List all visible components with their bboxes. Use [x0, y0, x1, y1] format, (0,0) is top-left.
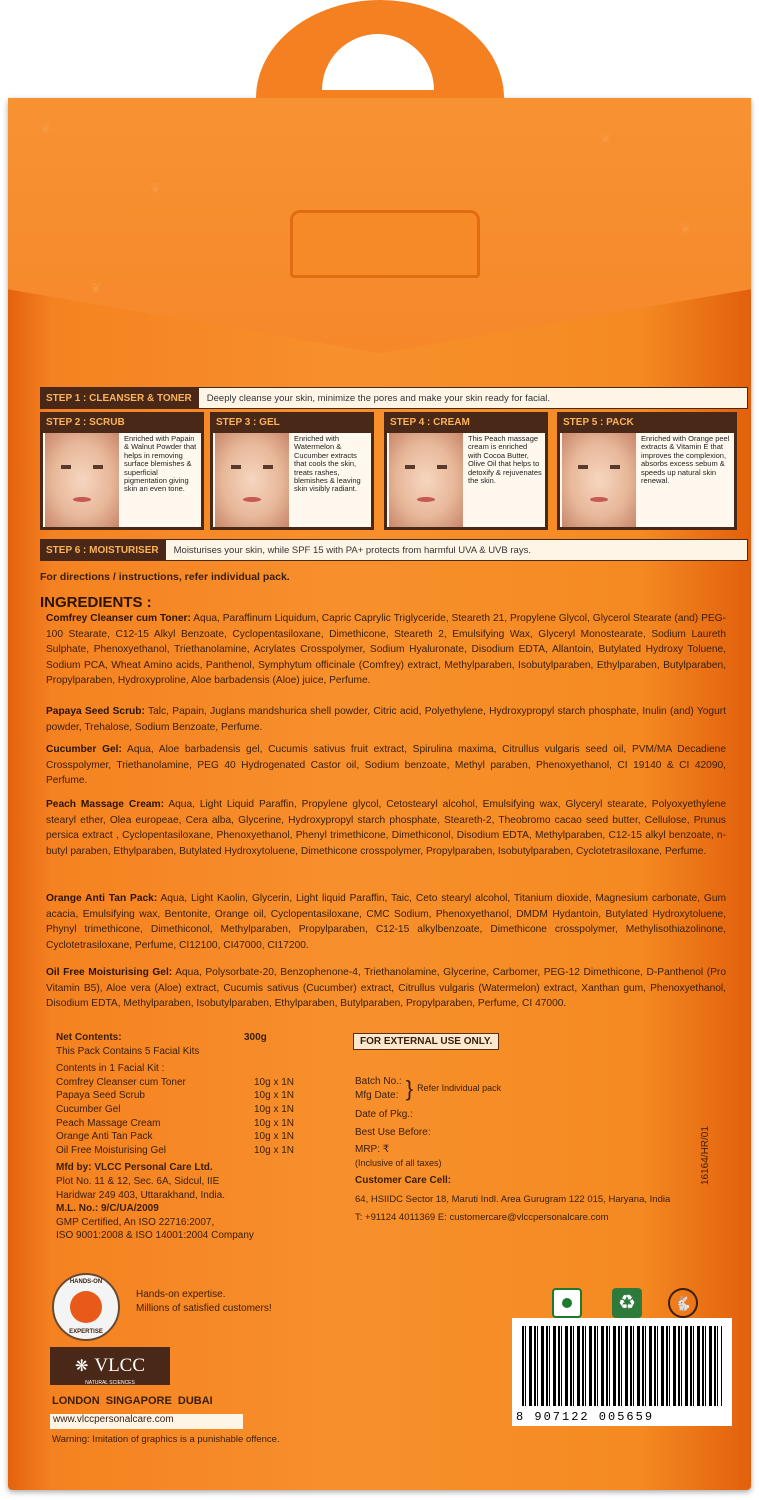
- kit-item-name: Peach Massage Cream: [56, 1117, 161, 1129]
- ingredient-paragraph: [46, 891, 726, 953]
- customer-care-address: 64, HSIIDC Sector 18, Maruti Indl. Area Gurugram 122 015, Haryana, India: [355, 1194, 671, 1206]
- best-before-label: Best Use Before:: [355, 1126, 431, 1138]
- gmp-certification: GMP Certified, An ISO 22716:2007,: [56, 1216, 215, 1228]
- asterisk-icon: [70, 1291, 102, 1323]
- step-1-row: [40, 387, 748, 409]
- refer-pack-note: Refer Individual pack: [417, 1082, 502, 1093]
- leaf-pattern-icon: ❦: [150, 180, 162, 196]
- step-1-text: Deeply cleanse your skin, minimize the pores and make your skin ready for facial.: [198, 387, 748, 409]
- batch-number-label: Batch No.:: [355, 1076, 402, 1087]
- ingredient-name: Papaya Seed Scrub:: [46, 706, 145, 717]
- ingredient-name: Comfrey Cleanser cum Toner:: [46, 613, 191, 624]
- leaf-pattern-icon: ❦: [600, 130, 612, 146]
- ingredient-name: Peach Massage Cream:: [46, 799, 164, 810]
- ingredient-paragraph: [46, 704, 726, 735]
- face-image: [215, 433, 289, 527]
- kit-item-qty: 10g x 1N: [254, 1103, 295, 1115]
- ingredient-text: Aqua, Aloe barbadensis gel, Cucumis sativus fruit extract, Spirulina maxima, Citrullus vulgaris seed oil, PVM/MA Decadiene Crosspolymer, Triethanolamine, PEG 40 Hydrogenated Castor oil, Sodium benzoate, Methyl paraben, Phenoxyethanol, CI 19140 & CI 42090, Perfume.: [46, 744, 726, 787]
- step-6-row: [40, 539, 748, 561]
- ingredient-text: Aqua, Polysorbate-20, Benzophenone-4, Triethanolamine, Glycerine, Carbomer, PEG-12 Dimethicone, D-Panthenol (Pro Vitamin B5), Aloe vera (Aloe) extract, Cucumis sativus (Cucumber) extract, Citrullus vulgaris (Watermelon) extract, Xanthan gum, Phenoxyethanol, Disodium EDTA, Methylparaben, Isobutylparaben, Ethylparaben, Butylparaben, Propylparaben, Perfume, CI 47000.: [46, 967, 726, 1010]
- license-number: M.L. No.: 9/C/UA/2009: [56, 1203, 159, 1215]
- ingredients-heading: INGREDIENTS :: [40, 594, 152, 611]
- step-4-card: [384, 412, 548, 530]
- step-2-text: Enriched with Papain & Walnut Powder that helps in removing surface blemishes & superficial pigmentation giving skin an even tone.: [124, 434, 197, 494]
- kit-item-qty: 10g x 1N: [254, 1090, 295, 1102]
- face-image: [562, 433, 636, 527]
- pack-contains: This Pack Contains 5 Facial Kits: [56, 1045, 200, 1057]
- barcode-bars: [522, 1326, 722, 1406]
- step-3-label: STEP 3 : GEL: [210, 412, 374, 432]
- barcode-number: 8 907122 005659: [516, 1410, 655, 1424]
- customer-care-contact: T: +91124 4011369 E: customercare@vlccpersonalcare.com: [355, 1211, 609, 1223]
- directions-note: For directions / instructions, refer individual pack.: [40, 571, 290, 583]
- leaf-pattern-icon: ❦: [90, 280, 102, 296]
- kit-item-name: Papaya Seed Scrub: [56, 1090, 145, 1102]
- expertise-text: [136, 1288, 272, 1315]
- brand-cities: LONDON SINGAPORE DUBAI: [52, 1395, 213, 1407]
- recycle-icon: ♻: [612, 1288, 642, 1318]
- kit-item-qty: 10g x 1N: [254, 1117, 295, 1129]
- kit-item-name: Oil Free Moisturising Gel: [56, 1144, 167, 1156]
- date-of-packing-label: Date of Pkg.:: [355, 1109, 413, 1121]
- not-tested-on-animals-icon: 🐇: [668, 1288, 698, 1318]
- bracket-icon: }: [405, 1075, 414, 1101]
- step-3-card: [210, 412, 374, 530]
- net-contents-label: Net Contents:: [56, 1032, 122, 1043]
- step-3-text: Enriched with Watermelon & Cucumber extracts that cools the skin, treats rashes, blemishes & leaving skin visibly radiant.: [294, 434, 361, 494]
- seal-text-top: HANDS-ON: [69, 1279, 103, 1285]
- mrp-label: MRP: ₹: [355, 1144, 390, 1156]
- ingredient-text: Aqua, Paraffinum Liquidum, Capric Caprylic Triglyceride, Steareth 21, Propylene Glycol, Glycerol Stearate (and) PEG-100 Stearate, C12-15 Alkyl Benzoate, Cyclopentasiloxane, Dimethicone, Steareth 2, Emulsifying Wax, Glyceryl Monostearate, Sodium Laureth Sulphate, Phenoxyethanol, Triethanolamine, Acrylates Crosspolymer, Sodium Hyaluronate, Disodium EDTA, Allantoin, Butylated Hydroxy Toluene, Sodium PCA, Wheat Amino acids, Panthenol, Symphytum officinale (Comfrey) extract, Methylparaben, Isobutylparaben, Ethylparaben, Butylparaben, Propylparaben, Hydroxyproline, Aloe barbadensis (Aloe) juice, Perfume.: [46, 613, 726, 687]
- leaf-pattern-icon: ❦: [40, 120, 52, 136]
- kit-item-name: Orange Anti Tan Pack: [56, 1131, 153, 1143]
- flap-slot: [290, 210, 480, 278]
- tax-note: (Inclusive of all taxes): [355, 1157, 442, 1168]
- kit-item-qty: 10g x 1N: [254, 1076, 295, 1088]
- ingredient-text: Aqua, Light Kaolin, Glycerin, Light liquid Paraffin, Taic, Ceto stearyl alcohol, Titanium dioxide, Magnesium carbonate, Gum acacia, Emulsifying wax, Bentonite, Orange oil, Cyclopentasiloxane, CMC Sodium, Phenoxyethanol, DMDM Hydantoin, Butylated Hydroxytoluene, Phynyl trimethicone, Dimethiconol, Methylparaben, Propylparaben, C12-15 alkylbenzoate, Dimethicone crosspolymer, Methylisothiazolinone, Cyclotetrasiloxane, Perfume, CI12100, CI47000, CI17200.: [46, 893, 726, 951]
- expertise-line-1: Hands-on expertise.: [136, 1289, 226, 1300]
- imitation-warning: Warning: Imitation of graphics is a punishable offence.: [52, 1434, 280, 1445]
- ingredient-paragraph: [46, 965, 726, 1012]
- kit-item-qty: 10g x 1N: [254, 1144, 295, 1156]
- manufacturer-address-1: Plot No. 11 & 12, Sec. 6A, Sidcul, IIE: [56, 1175, 220, 1187]
- batch-block: [355, 1075, 695, 1224]
- registration-code: 16164/HR/01: [700, 1126, 711, 1185]
- net-contents-value: 300g: [244, 1032, 267, 1043]
- ingredient-paragraph: [46, 797, 726, 859]
- barcode: [512, 1318, 732, 1426]
- step-5-label: STEP 5 : PACK: [557, 412, 737, 432]
- external-use-notice: FOR EXTERNAL USE ONLY.: [353, 1033, 499, 1050]
- manufacturer-label: Mfd by: VLCC Personal Care Ltd.: [56, 1162, 213, 1174]
- ingredient-text: Talc, Papain, Juglans mandshurica shell powder, Citric acid, Polyethylene, Hydroxypropyl starch phosphate, Inulin (and) Yogurt powder, Trehalose, Sodium Benzoate, Perfume.: [46, 706, 726, 733]
- step-5-text: Enriched with Orange peel extracts & Vitamin E that improves the complexion, absorbs excess sebum & speeds up natural skin renewal.: [641, 434, 730, 486]
- brand-name: VLCC: [94, 1355, 146, 1376]
- brand-subtitle: NATURAL SCIENCES: [85, 1380, 135, 1386]
- seal-text-bottom: EXPERTISE: [69, 1329, 103, 1335]
- kit-contents-label: Contents in 1 Facial Kit :: [56, 1063, 165, 1075]
- step-2-card: [40, 412, 204, 530]
- vlcc-emblem-icon: ❋: [74, 1358, 89, 1375]
- step-5-card: [557, 412, 737, 530]
- kit-item-name: Cucumber Gel: [56, 1103, 121, 1115]
- kit-item-qty: 10g x 1N: [254, 1131, 295, 1143]
- customer-care-label: Customer Care Cell:: [355, 1174, 452, 1186]
- step-4-text: This Peach massage cream is enriched with Cocoa Butter, Olive Oil that helps to detoxify & rejuvenates the skin.: [468, 434, 542, 486]
- face-image: [389, 433, 463, 527]
- leaf-pattern-icon: ❦: [680, 220, 692, 236]
- ingredient-paragraph: [46, 742, 726, 789]
- manufacturer-address-2: Haridwar 249 403, Uttarakhand, India.: [56, 1189, 225, 1201]
- iso-certification: ISO 9001:2008 & ISO 14001:2004 Company: [56, 1230, 254, 1242]
- step-1-label: STEP 1 : CLEANSER & TONER: [40, 387, 198, 409]
- mfg-date-label: Mfg Date:: [355, 1089, 399, 1101]
- step-2-label: STEP 2 : SCRUB: [40, 412, 204, 432]
- ingredient-paragraph: [46, 611, 726, 689]
- ingredient-name: Orange Anti Tan Pack:: [46, 893, 158, 904]
- step-6-label: STEP 6 : MOISTURISER: [40, 539, 165, 561]
- step-4-label: STEP 4 : CREAM: [384, 412, 548, 432]
- website-link[interactable]: www.vlccpersonalcare.com: [50, 1414, 243, 1429]
- face-image: [45, 433, 119, 527]
- kit-item-name: Comfrey Cleanser cum Toner: [56, 1076, 186, 1088]
- ingredient-name: Oil Free Moisturising Gel:: [46, 967, 173, 978]
- veg-mark-icon: [552, 1288, 582, 1318]
- net-contents-block: [56, 1031, 336, 1243]
- expertise-line-2: Millions of satisfied customers!: [136, 1302, 272, 1314]
- hands-on-expertise-seal: [52, 1273, 120, 1341]
- ingredient-name: Cucumber Gel:: [46, 744, 122, 755]
- ingredient-text: Aqua, Light Liquid Paraffin, Propylene glycol, Cetostearyl alcohol, Emulsifying wax, Glyceryl stearate, Polyoxyethylene stearyl ether, Olea europeae, Cera alba, Glycerine, Hydroxypropyl starch phosphate, Steareth-2, Theobromo cacao seed butter, Cellulose, Prunus persica extract , Cyclopentasiloxane, Phenoxyethanol, Phenyl trimethicone, Dimethiconol, Disodium EDTA, Methylparaben, C12-15 alkyl benzoate, n-butyl paraben, Ethylparaben, Butylated Hydroxytoluene, Dimethicone crosspolymer, Propylparaben, Isobutylparaben, Cyclotetrasiloxane, Perfume.: [46, 799, 726, 857]
- step-6-text: Moisturises your skin, while SPF 15 with PA+ protects from harmful UVA & UVB rays.: [165, 539, 748, 561]
